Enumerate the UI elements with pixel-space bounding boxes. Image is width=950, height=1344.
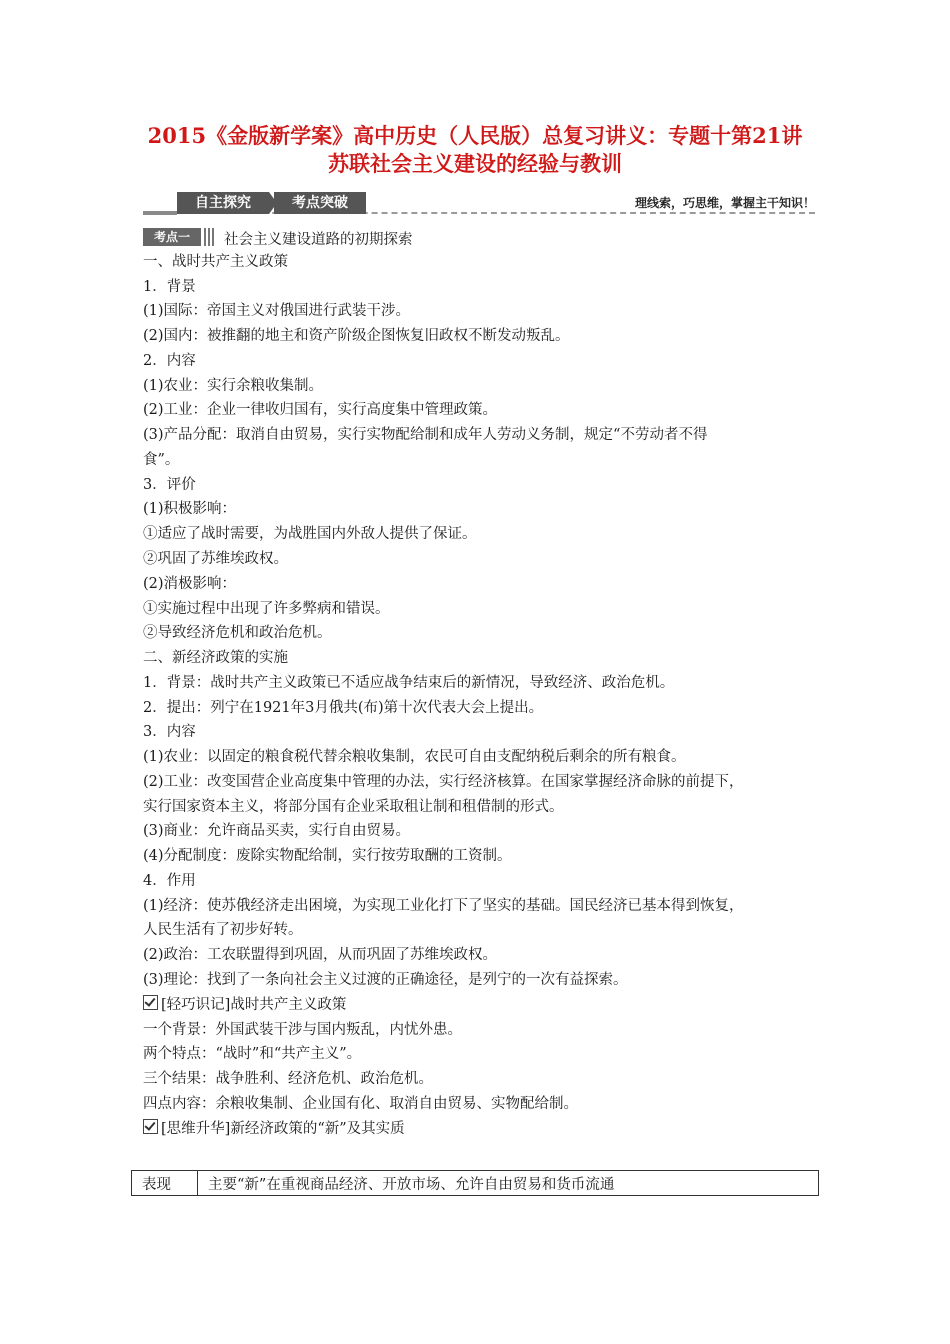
table-row bbox=[132, 1171, 819, 1196]
thinking-tip-heading bbox=[143, 1117, 818, 1142]
text-line: ①适应了战时需要，为战胜国内外敌人提供了保证。 bbox=[143, 526, 477, 542]
text-line: (1)农业：以固定的粮食税代替余粮收集制，农民可自由支配纳税后剩余的所有粮食。 bbox=[143, 749, 686, 765]
text-line: (2)消极影响： bbox=[143, 576, 237, 592]
text-line: (4)分配制度：废除实物配给制，实行按劳取酬的工资制。 bbox=[143, 848, 512, 864]
tip-item: 两个特点：“战时”和“共产主义”。 bbox=[143, 1046, 362, 1062]
checkbox-icon bbox=[143, 1119, 158, 1134]
thinking-tip-label: [思维升华]新经济政策的“新”及其实质 bbox=[161, 1121, 405, 1137]
item-heading: 1．背景 bbox=[143, 279, 196, 295]
text-line: (3)理论：找到了一条向社会主义过渡的正确途径，是列宁的一次有益探索。 bbox=[143, 972, 628, 988]
tab-key-points: 考点突破 bbox=[274, 192, 366, 214]
text-line: (2)工业：企业一律收归国有，实行高度集中管理政策。 bbox=[143, 402, 498, 418]
text-line: 食”。 bbox=[143, 452, 180, 468]
item-heading: 2．内容 bbox=[143, 353, 196, 369]
text-line: (1)经济：使苏俄经济走出困境，为实现工业化打下了坚实的基础。国民经济已基本得到恢复， bbox=[143, 898, 744, 914]
point-badge: 考点一 bbox=[143, 228, 201, 246]
text-line: 1．背景：战时共产主义政策已不适应战争结束后的新情况，导致经济、政治危机。 bbox=[143, 675, 675, 691]
text-line: ②导致经济危机和政治危机。 bbox=[143, 625, 332, 641]
tab-self-study: 自主探究 bbox=[177, 192, 269, 214]
section-banner bbox=[143, 192, 815, 216]
memory-tip-heading bbox=[143, 993, 818, 1018]
comparison-table bbox=[131, 1170, 819, 1196]
document-title-line2: 苏联社会主义建设的经验与教训 bbox=[328, 151, 622, 176]
section-heading: 一、战时共产主义政策 bbox=[143, 254, 288, 270]
text-line: (3)产品分配：取消自由贸易，实行实物配给制和成年人劳动义务制，规定“不劳动者不得 bbox=[143, 427, 708, 443]
table-cell-value: 主要“新”在重视商品经济、开放市场、允许自由贸易和货币流通 bbox=[198, 1171, 819, 1196]
text-line: (2)政治：工农联盟得到巩固，从而巩固了苏维埃政权。 bbox=[143, 947, 498, 963]
banner-lead-bar bbox=[143, 211, 177, 215]
text-line: (2)工业：改变国营企业高度集中管理的办法，实行经济核算。在国家掌握经济命脉的前提下， bbox=[143, 774, 744, 790]
text-line: (1)积极影响： bbox=[143, 501, 237, 517]
item-heading: 3．评价 bbox=[143, 477, 196, 493]
banner-slogan: 理线索，巧思维，掌握主干知识！ bbox=[627, 194, 815, 211]
text-line: (3)商业：允许商品买卖，实行自由贸易。 bbox=[143, 823, 411, 839]
text-line: (1)国际：帝国主义对俄国进行武装干涉。 bbox=[143, 303, 411, 319]
text-line: 人民生活有了初步好转。 bbox=[143, 922, 303, 938]
point-heading: 社会主义建设道路的初期探索 bbox=[224, 232, 413, 248]
text-line: ②巩固了苏维埃政权。 bbox=[143, 551, 288, 567]
section-heading: 二、新经济政策的实施 bbox=[143, 650, 288, 666]
text-line: 2．提出：列宁在1921年3月俄共(布)第十次代表大会上提出。 bbox=[143, 700, 544, 716]
tip-item: 四点内容：余粮收集制、企业国有化、取消自由贸易、实物配给制。 bbox=[143, 1096, 578, 1112]
document-title-line1: 2015《金版新学案》高中历史（人民版）总复习讲义：专题十第21讲 bbox=[147, 123, 803, 148]
item-heading: 3．内容 bbox=[143, 724, 196, 740]
item-heading: 4．作用 bbox=[143, 873, 196, 889]
table-cell-key: 表现 bbox=[132, 1171, 198, 1196]
checkbox-icon bbox=[143, 995, 158, 1010]
text-line: ①实施过程中出现了许多弊病和错误。 bbox=[143, 601, 390, 617]
tip-item: 三个结果：战争胜利、经济危机、政治危机。 bbox=[143, 1071, 433, 1087]
badge-stripes-icon bbox=[204, 228, 216, 246]
text-line: (2)国内：被推翻的地主和资产阶级企图恢复旧政权不断发动叛乱。 bbox=[143, 328, 570, 344]
text-line: 实行国家资本主义，将部分国有企业采取租让制和租借制的形式。 bbox=[143, 799, 564, 815]
tip-item: 一个背景：外国武装干涉与国内叛乱，内忧外患。 bbox=[143, 1022, 462, 1038]
text-line: (1)农业：实行余粮收集制。 bbox=[143, 378, 324, 394]
memory-tip-label: [轻巧识记]战时共产主义政策 bbox=[161, 997, 347, 1013]
